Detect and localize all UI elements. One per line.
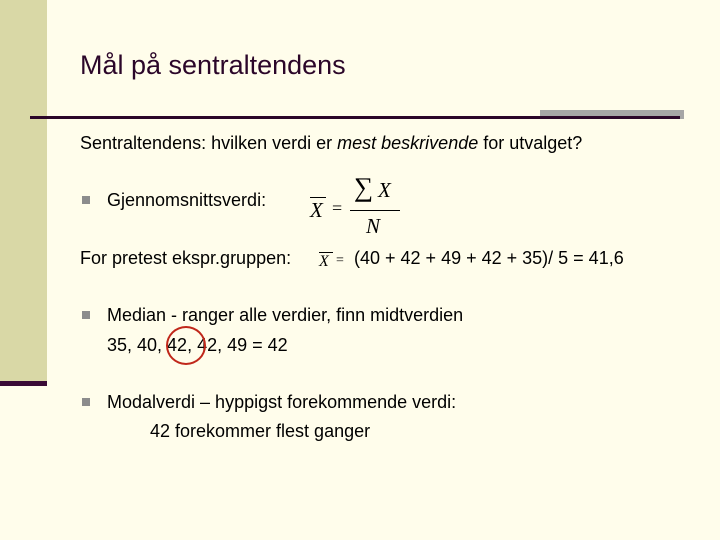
slide-title: Mål på sentraltendens — [80, 50, 346, 80]
bullet-marker — [82, 398, 90, 406]
bullet-mode-line2: 42 forekommer flest ganger — [150, 421, 371, 441]
pretest-label: For pretest ekspr.gruppen: — [80, 248, 292, 268]
bullet-median-line1: Median - ranger alle verdier, finn midtverdien — [107, 305, 464, 325]
intro-line — [80, 133, 582, 154]
median-highlight-circle — [166, 326, 206, 365]
bullet-marker — [82, 311, 90, 319]
intro-before: Sentraltendens: hvilken verdi er — [80, 133, 338, 153]
pretest-xbar-equals: = — [336, 253, 344, 268]
formula-lhs: X — [310, 198, 323, 222]
bullet-mode-line1: Modalverdi – hyppigst forekommende verdi: — [107, 392, 457, 412]
formula-denominator: N — [366, 214, 381, 238]
fraction-bar — [350, 210, 400, 211]
bullet-marker — [82, 196, 90, 204]
intro-emphasis: mest beskrivende — [337, 133, 479, 153]
mean-formula — [306, 172, 406, 242]
left-band-bar — [0, 381, 47, 386]
formula-sigma: ∑ — [354, 172, 374, 202]
formula-equals: = — [332, 198, 343, 218]
bullet-mean-label: Gjennomsnittsverdi: — [107, 190, 267, 210]
intro-after: for utvalget? — [478, 133, 583, 153]
pretest-xbar — [318, 250, 352, 272]
formula-numerator-var: X — [378, 178, 391, 202]
pretest-calculation: (40 + 42 + 49 + 42 + 35)/ 5 = 41,6 — [354, 248, 624, 268]
pretest-xbar-var: X — [319, 253, 329, 270]
left-decorative-band — [0, 0, 47, 382]
bullet-median-line2: 35, 40, 42, 42, 49 = 42 — [107, 335, 288, 355]
title-rule — [30, 116, 680, 119]
